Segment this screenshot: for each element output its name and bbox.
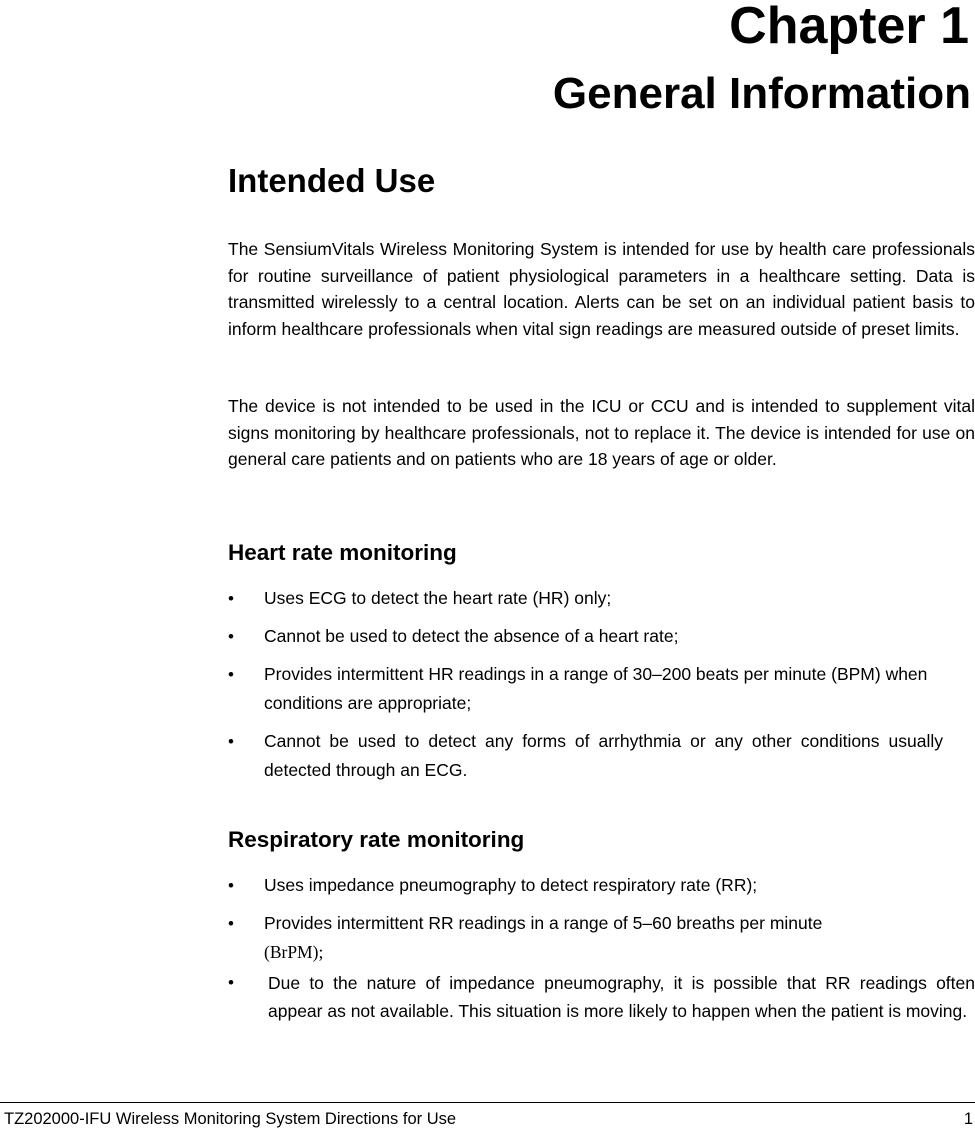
bullet-icon: • bbox=[228, 732, 234, 751]
footer-document-title: TZ202000-IFU Wireless Monitoring System Directions for Use bbox=[4, 1110, 457, 1128]
bullet-icon: • bbox=[228, 665, 234, 684]
list-item-text: Due to the nature of impedance pneumography, it is possible that RR readings often appear as not available. This situation is more likely to happen when the patient is moving. bbox=[268, 973, 975, 1021]
intended-use-paragraph-1: The SensiumVitals Wireless Monitoring System is intended for use by health care professionals for routine surveillance of patient physiological parameters in a healthcare setting. Data is transmitted wirelessly to a central location. Alerts can be set on an individual patient basis to inform healthcare professionals when vital sign readings are measured outside of preset limits. bbox=[228, 239, 975, 340]
list-item-text: Provides intermittent HR readings in a range of 30–200 beats per minute (BPM) when conditions are appropriate; bbox=[264, 664, 928, 713]
heart-rate-list bbox=[228, 584, 943, 794]
list-item-text: Uses ECG to detect the heart rate (HR) only; bbox=[264, 588, 612, 608]
list-item bbox=[228, 871, 975, 900]
chapter-title: General Information bbox=[552, 69, 971, 118]
intended-use-heading: Intended Use bbox=[228, 162, 436, 199]
bullet-icon: • bbox=[228, 876, 234, 895]
bullet-icon: • bbox=[228, 589, 234, 608]
page-number: 1 bbox=[963, 1110, 973, 1128]
list-item bbox=[228, 584, 943, 613]
list-item bbox=[228, 727, 943, 785]
intended-use-paragraph-2: The device is not intended to be used in the ICU or CCU and is intended to supplement vital signs monitoring by healthcare professionals, not to replace it. The device is intended for use on general care patients and on patients who are 18 years of age or older. bbox=[228, 396, 975, 470]
list-item-text: Provides intermittent RR readings in a range of 5–60 breaths per minute bbox=[264, 913, 823, 933]
chapter-number: Chapter 1 bbox=[729, 0, 969, 55]
list-item-text: Uses impedance pneumography to detect respiratory rate (RR); bbox=[264, 875, 758, 895]
bullet-icon: • bbox=[228, 973, 234, 992]
list-item bbox=[228, 660, 943, 718]
respiratory-rate-list bbox=[228, 871, 975, 1034]
heart-rate-heading: Heart rate monitoring bbox=[228, 540, 457, 565]
list-item bbox=[228, 622, 943, 651]
list-item bbox=[228, 969, 975, 1025]
list-item-text: Cannot be used to detect any forms of arrhythmia or any other conditions usually detected through an ECG. bbox=[264, 731, 943, 780]
list-item-text: Cannot be used to detect the absence of a heart rate; bbox=[264, 626, 679, 646]
respiratory-rate-heading: Respiratory rate monitoring bbox=[228, 827, 525, 852]
bullet-icon: • bbox=[228, 914, 234, 933]
list-item bbox=[228, 909, 975, 967]
list-item-text-tail: (BrPM); bbox=[264, 942, 324, 962]
bullet-icon: • bbox=[228, 627, 234, 646]
footer-divider bbox=[0, 1102, 975, 1103]
